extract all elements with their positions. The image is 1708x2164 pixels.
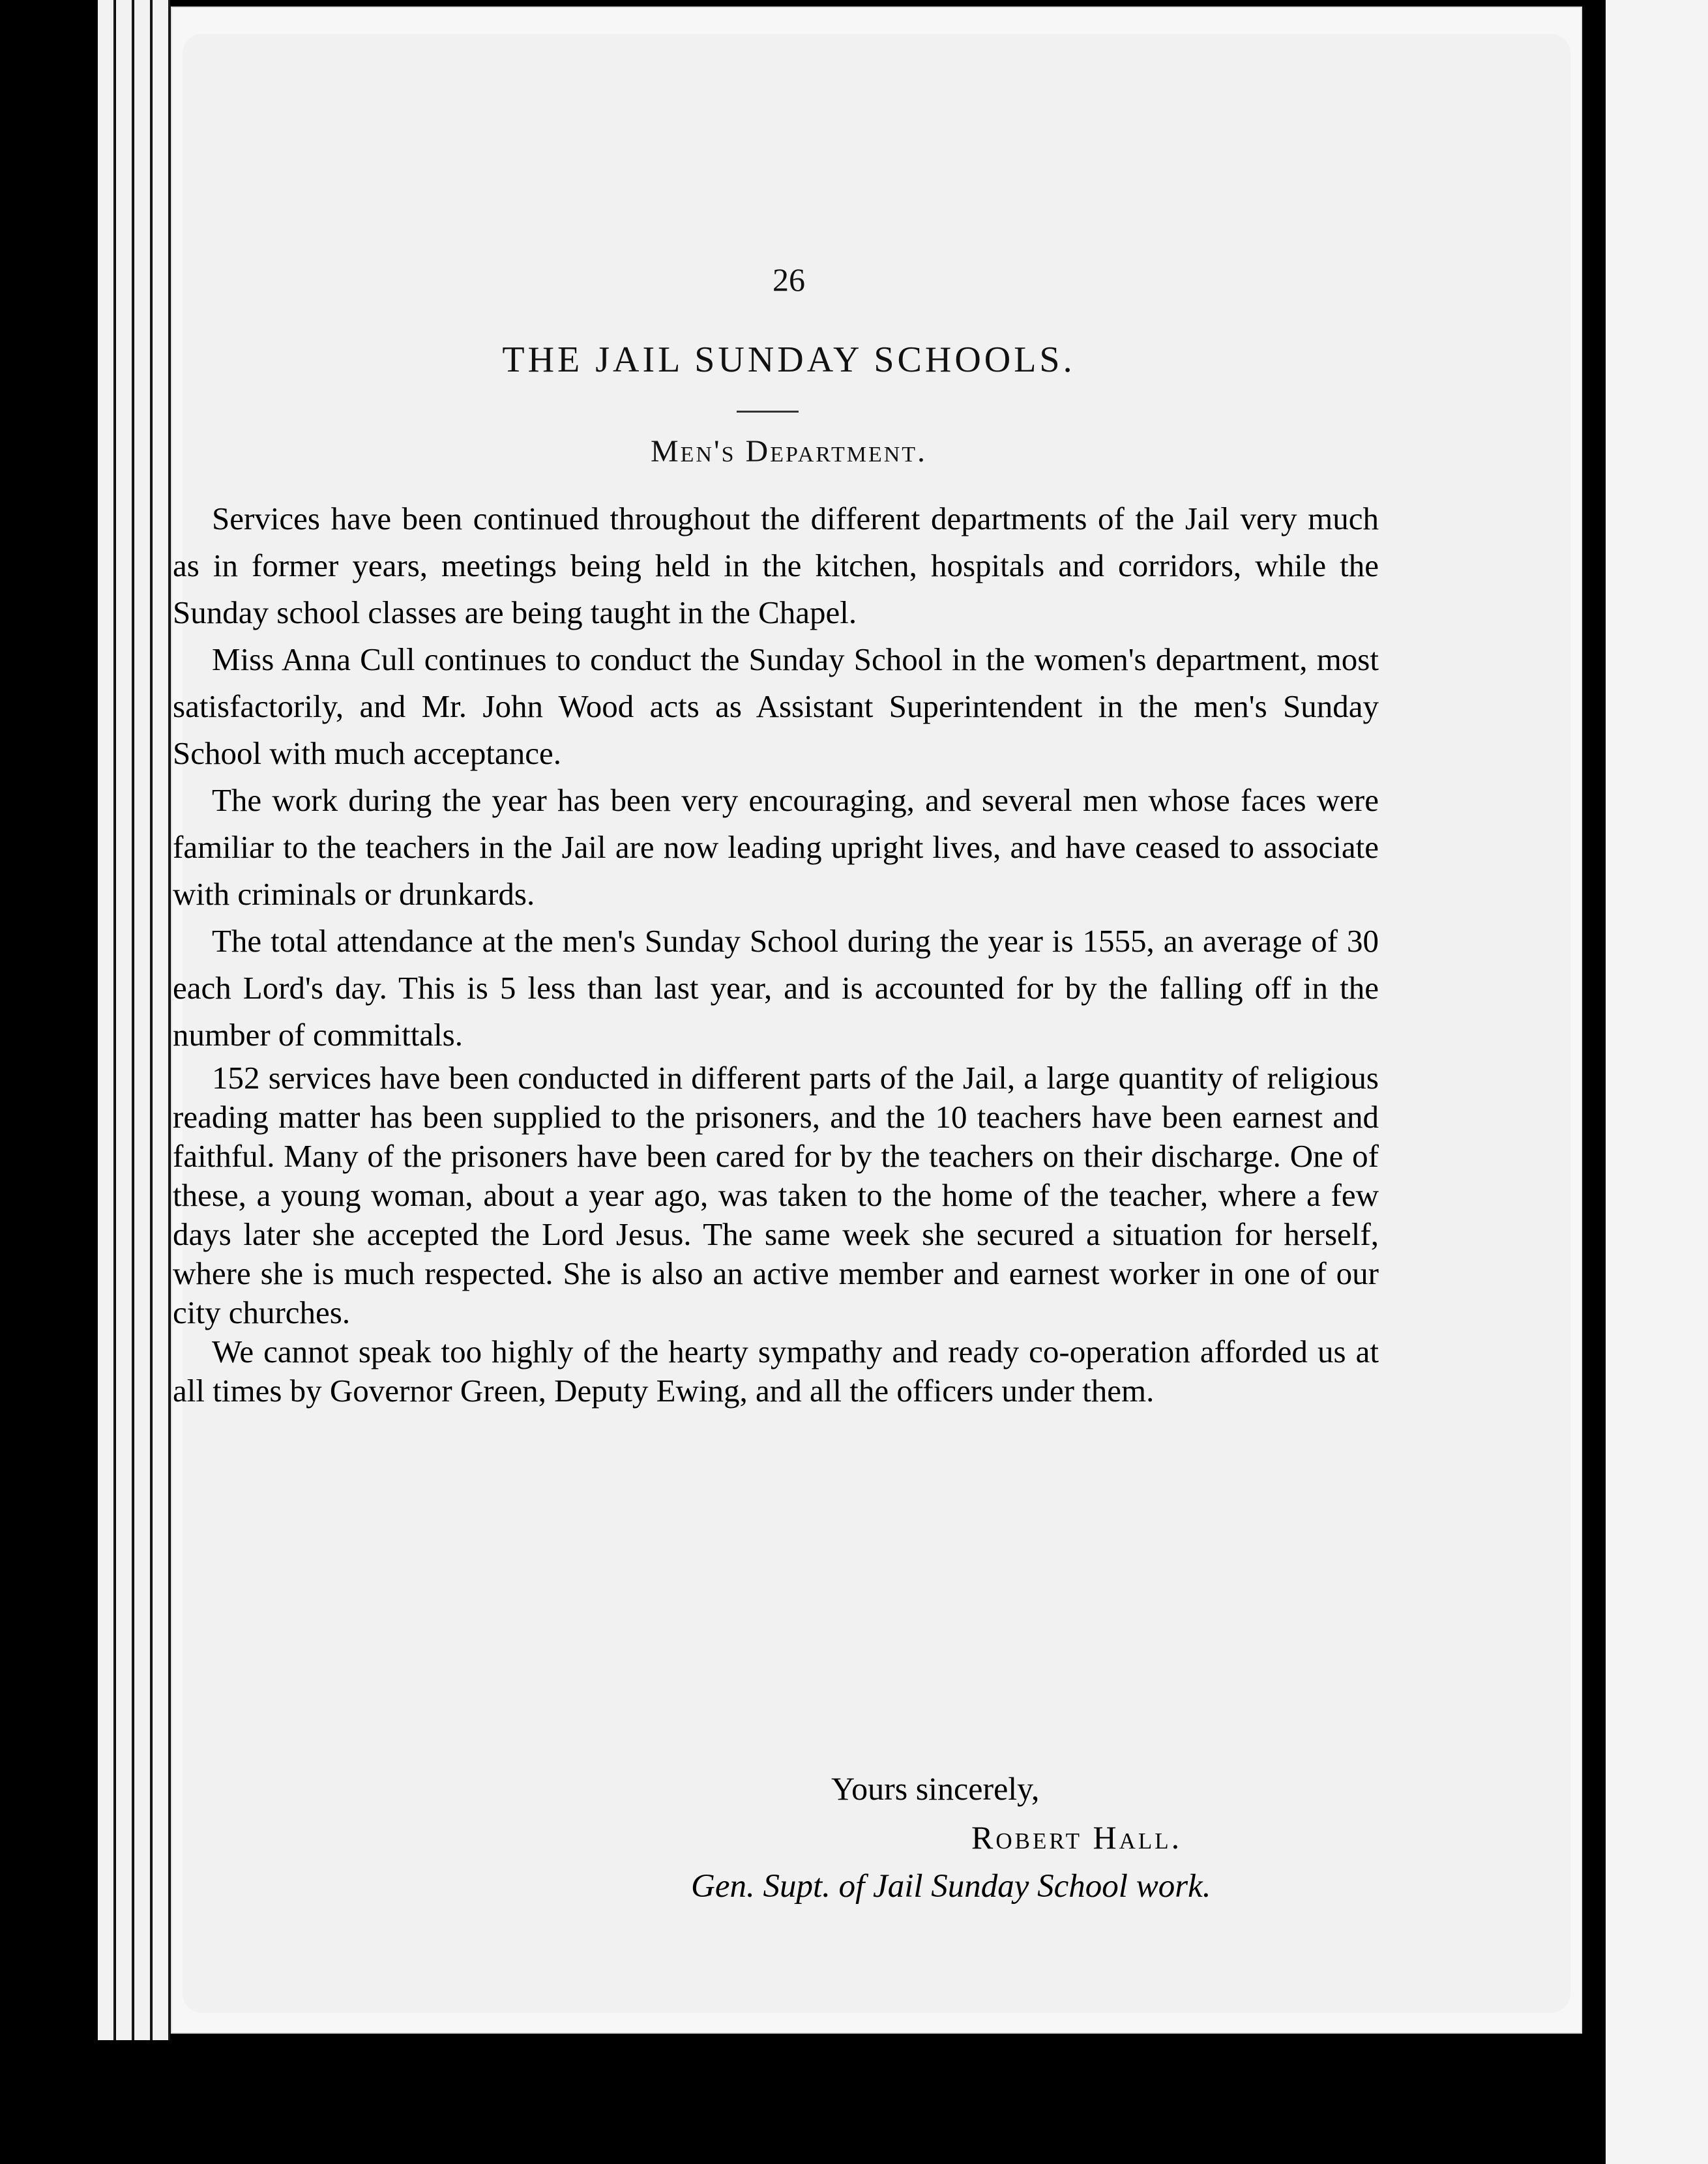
page-number: 26	[773, 261, 805, 298]
page-edge	[153, 0, 170, 2040]
section-subtitle: Men's Department.	[650, 434, 928, 469]
paragraph: The total attendance at the men's Sunday School during the year is 1555, an average of 30 each Lord's day. This is 5 less than last year, and is accounted for by the falling off in the number of committals.	[173, 923, 1379, 1053]
paragraph: Services have been continued throughout the different departments of the Jail very much as in former years, meetings being held in the kitchen, hospitals and corridors, while the Sunday school classes are being taught in the Chapel.	[173, 501, 1379, 630]
page-edge	[116, 0, 134, 2040]
signer-name: Robert Hall.	[971, 1819, 1183, 1856]
facing-page-edge	[1600, 0, 1708, 2164]
page-edge	[134, 0, 152, 2040]
page-title: THE JAIL SUNDAY SCHOOLS.	[502, 340, 1076, 380]
paragraph: 152 services have been conducted in different parts of the Jail, a large quantity of religious reading matter has been supplied to the prisoners, and the 10 teachers have been earnest and faithful. Many of the prisoners have been cared for by the teachers on their discharge. One of these, a young woman, about a year ago, was taken to the home of the teacher, where a few days later she accepted the Lord Jesus. The same week she secured a situation for herself, where she is much respected. She is also an active member and earnest worker in one of our city churches.	[173, 1060, 1379, 1330]
scan-speck	[39, 776, 43, 782]
paragraph: Miss Anna Cull continues to conduct the Sunday School in the women's department, most satisfactorily, and Mr. John Wood acts as Assistant Superintendent in the men's Sunday School with much acceptance.	[173, 641, 1379, 771]
scan-speck	[445, 2139, 455, 2154]
page-edge	[98, 0, 115, 2040]
paragraph: The work during the year has been very encouraging, and several men whose faces were familiar to the teachers in the Jail are now leading upright lives, and have ceased to associate with criminals or drunkards.	[173, 782, 1379, 912]
paragraph: We cannot speak too highly of the hearty sympathy and ready co-operation afforded us at all times by Governor Green, Deputy Ewing, and all the officers under them.	[173, 1334, 1379, 1409]
report-body	[173, 495, 1379, 1411]
signer-title: Gen. Supt. of Jail Sunday School work.	[691, 1868, 1211, 1905]
title-rule	[737, 411, 799, 413]
closing-salutation: Yours sincerely,	[831, 1770, 1040, 1807]
